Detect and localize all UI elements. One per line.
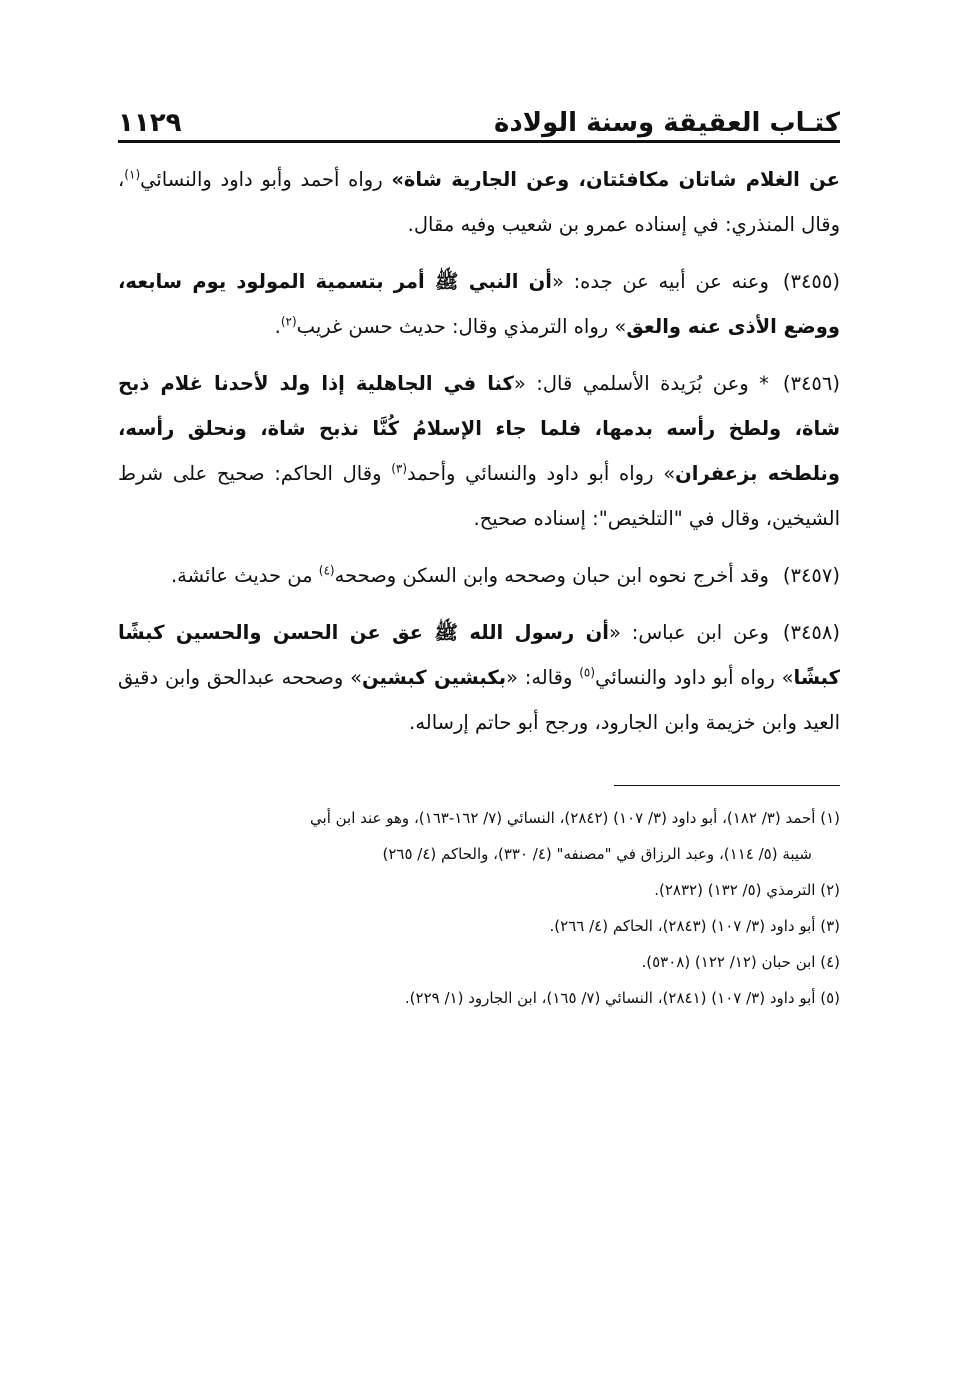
paragraph-text: » رواه أبو داود والنسائي وأحمد xyxy=(407,462,676,485)
footnote-item: (٤) ابن حبان (١٢/ ١٢٢) (٥٣٠٨). xyxy=(641,953,840,971)
footnote-ref[interactable]: (٢) xyxy=(280,314,297,329)
hadith-number: (٣٤٥٧) xyxy=(782,564,840,587)
paragraph-text: ، وقال المنذري: في إسناده عمرو بن شعيب وفيه مقال. xyxy=(118,168,840,236)
paragraph-text: من حديث عائشة. xyxy=(170,564,319,587)
hadith-paragraph xyxy=(118,553,840,598)
page-number: ١١٢٩ xyxy=(118,108,182,138)
hadith-number: (٣٤٥٥) xyxy=(782,270,840,293)
book-page xyxy=(118,96,840,1016)
paragraph-text: وعنه عن أبيه عن جده: « xyxy=(551,270,769,293)
footnote-ref[interactable]: (٥) xyxy=(579,665,596,680)
paragraph-text: وقد أخرج نحوه ابن حبان وصححه وابن السكن وصححه xyxy=(334,564,769,587)
footnote-ref[interactable]: (٣) xyxy=(391,461,408,476)
paragraph-text: » رواه الترمذي وقال: حديث حسن غريب xyxy=(296,315,627,338)
paragraph-text: . xyxy=(274,315,281,338)
paragraph-text: » وصححه عبدالحق وابن دقيق العيد وابن خزيمة وابن الجارود، ورجح أبو حاتم إرساله. xyxy=(118,666,840,734)
paragraph-text: وقاله: « xyxy=(506,666,580,689)
paragraph-text: » رواه أبو داود والنسائي xyxy=(595,666,794,689)
paragraph-text: رواه أحمد وأبو داود والنسائي xyxy=(140,168,392,191)
footnote-item: (١) أحمد (٣/ ١٨٢)، أبو داود (٣/ ١٠٧) (٢٨٤٢)، النسائي (٧/ ١٦٢-١٦٣)، وهو عند ابن أبي xyxy=(310,809,840,827)
hadith-paragraph xyxy=(118,259,840,349)
footnotes xyxy=(118,800,840,1016)
hadith-paragraph xyxy=(118,361,840,541)
footnote-ref[interactable]: (٤) xyxy=(318,563,335,578)
hadith-quote: بكبشين كبشين xyxy=(362,666,507,689)
hadith-number: (٣٤٥٨) xyxy=(782,621,840,644)
footnote-item: شيبة (٥/ ١١٤)، وعبد الرزاق في "مصنفه" (٤/ ٣٣٠)، والحاكم (٤/ ٢٦٥) xyxy=(382,845,812,863)
hadith-paragraph xyxy=(118,610,840,745)
paragraph-text: وعن ابن عباس: « xyxy=(608,621,769,644)
main-text xyxy=(118,157,840,745)
footnote-item: (٣) أبو داود (٣/ ١٠٧) (٢٨٤٣)، الحاكم (٤/ ٢٦٦). xyxy=(549,917,840,935)
footnote-divider xyxy=(614,785,840,786)
hadith-quote: كنا في الجاهلية إذا ولد لأحدنا غلام ذبح شاة، ولطخ رأسه بدمها، فلما جاء الإسلامُ كُنَّا نذبح شاة، ونحلق رأسه، ونلطخه بزعفران xyxy=(118,372,840,485)
paragraph-text: وقال الحاكم: صحيح على شرط الشيخين، وقال في "التلخيص": إسناده صحيح. xyxy=(118,462,840,530)
footnote-item: (٢) الترمذي (٥/ ١٣٢) (٢٨٣٢). xyxy=(654,881,840,899)
page-header xyxy=(118,96,840,143)
footnote-item: (٥) أبو داود (٣/ ١٠٧) (٢٨٤١)، النسائي (٧/ ١٦٥)، ابن الجارود (١/ ٢٢٩). xyxy=(404,989,840,1007)
footnote-ref[interactable]: (١) xyxy=(124,167,141,182)
paragraph-text: * وعن بُرَيدة الأسلمي قال: « xyxy=(513,372,769,395)
hadith-quote: أن النبي ﷺ أمر بتسمية المولود يوم سابعه، ووضع الأذى عنه والعق xyxy=(118,270,840,338)
chapter-title: كتـاب العقيقة وسنة الولادة xyxy=(494,108,840,138)
hadith-paragraph xyxy=(118,157,840,247)
hadith-quote: أن رسول الله ﷺ عق عن الحسن والحسين كبشًا كبشًا xyxy=(118,621,840,689)
hadith-number: (٣٤٥٦) xyxy=(782,372,840,395)
hadith-quote: عن الغلام شاتان مكافئتان، وعن الجارية شاة» xyxy=(391,168,840,191)
